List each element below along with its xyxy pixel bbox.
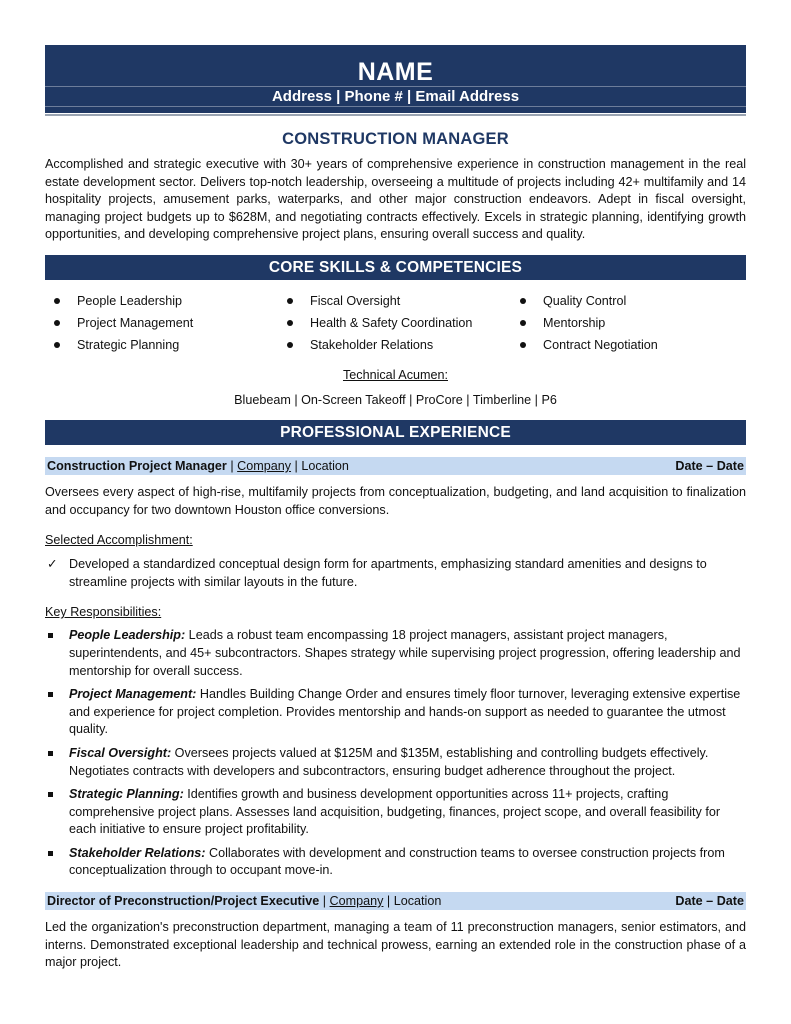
- separator: |: [383, 894, 394, 909]
- skill-item: [511, 312, 744, 334]
- skill-item: [45, 334, 278, 356]
- responsibility-item: [45, 627, 746, 680]
- company-link[interactable]: Company: [329, 894, 384, 909]
- candidate-name: NAME: [357, 58, 434, 86]
- resume-page: [45, 45, 746, 972]
- separator: |: [226, 458, 238, 473]
- separator: |: [291, 458, 302, 473]
- responsibility-text: Leads a robust team encompassing 18 project managers, assistant project managers, superintendents, and 45+ subcontractors. Shapes strategy while supervising project progression, offering leadership and mentorship for overall success.: [69, 628, 741, 678]
- resume-header: [45, 45, 746, 113]
- square-bullet-icon: [48, 792, 53, 797]
- responsibility-item: [45, 845, 746, 880]
- summary-paragraph: Accomplished and strategic executive with 30+ years of comprehensive experience in construction management in the real estate development sector. Delivers top-notch leadership, overseeing a multitude of projects including 42+ multifamily and 14 hospitality projects, amusement parks, waterparks, and other major construction endeavors. Adept in fiscal oversight, managing project budgets up to $628M, and negotiating contracts effectively. Excels in strategic planning, identifying growth opportunities, and developing comprehensive project plans, ensuring overall success and quality.: [45, 157, 746, 242]
- header-divider: [45, 114, 746, 116]
- bullet-icon: [520, 298, 526, 304]
- skill-item: [511, 334, 744, 356]
- contact-line: Address | Phone # | Email Address: [271, 88, 520, 105]
- bullet-icon: [520, 320, 526, 326]
- skill-label: Fiscal Oversight: [310, 293, 401, 308]
- skill-label: Health & Safety Coordination: [310, 315, 473, 330]
- responsibility-title: Stakeholder Relations:: [69, 845, 206, 860]
- bullet-icon: [54, 320, 60, 326]
- job-role: Construction Project Manager: [47, 458, 227, 473]
- square-bullet-icon: [48, 751, 53, 756]
- skill-item: [278, 312, 511, 334]
- responsibility-item: [45, 686, 746, 739]
- job-location: Location: [393, 894, 442, 909]
- skill-item: [45, 312, 278, 334]
- skills-column: [278, 290, 511, 356]
- responsibility-title: People Leadership:: [69, 628, 186, 643]
- job-role: Director of Preconstruction/Project Executive: [47, 894, 320, 909]
- technical-acumen-list: Bluebeam | On-Screen Takeoff | ProCore | Timberline | P6: [234, 392, 557, 407]
- responsibility-title: Strategic Planning:: [69, 787, 184, 802]
- skill-item: [278, 334, 511, 356]
- skill-label: Stakeholder Relations: [310, 337, 434, 352]
- bullet-icon: [287, 320, 293, 326]
- bullet-icon: [54, 342, 60, 348]
- job-dates: Date – Date: [675, 458, 744, 473]
- job-header: [45, 457, 746, 475]
- skill-label: Contract Negotiation: [543, 337, 658, 352]
- job-description: Oversees every aspect of high-rise, multifamily projects from conceptualization, budgeting, and land acquisition to finalization and occupancy for two downtown Houston office conversions.: [45, 484, 746, 517]
- company-link[interactable]: Company: [237, 458, 292, 473]
- job-location: Location: [301, 458, 349, 473]
- job-dates: Date – Date: [675, 894, 744, 909]
- responsibility-text: Handles Building Change Order and ensures timely floor turnover, leveraging extensive expertise and experience for project completion. Provides mentorship and hands-on support as needed to guarantee the utmost quality.: [69, 687, 741, 737]
- skill-item: [511, 290, 744, 312]
- square-bullet-icon: [48, 633, 53, 638]
- square-bullet-icon: [48, 851, 53, 856]
- square-bullet-icon: [48, 692, 53, 697]
- section-heading-experience: PROFESSIONAL EXPERIENCE: [45, 420, 746, 445]
- responsibility-title: Project Management:: [69, 687, 197, 702]
- skills-list: [45, 290, 746, 356]
- responsibility-item: [45, 745, 746, 780]
- header-rule: [45, 86, 746, 87]
- accomplishment-item: [45, 556, 746, 591]
- responsibility-text: Collaborates with development and construction teams to oversee construction projects from conceptualization through to occupant move-in.: [69, 845, 725, 878]
- skills-column: [511, 290, 744, 356]
- job-header: [45, 892, 746, 910]
- technical-acumen-label: Technical Acumen:: [342, 367, 448, 382]
- job-title: CONSTRUCTION MANAGER: [282, 130, 509, 148]
- skill-label: People Leadership: [77, 293, 183, 308]
- bullet-icon: [520, 342, 526, 348]
- header-rule: [45, 106, 746, 107]
- separator: |: [319, 894, 330, 909]
- job-header-left: [47, 457, 349, 475]
- responsibility-item: [45, 786, 746, 839]
- bullet-icon: [54, 298, 60, 304]
- skill-label: Project Management: [77, 315, 194, 330]
- bullet-icon: [287, 298, 293, 304]
- responsibility-title: Fiscal Oversight:: [69, 745, 172, 760]
- skills-column: [45, 290, 278, 356]
- responsibility-text: Oversees projects valued at $125M and $135M, establishing and controlling budgets effectively. Negotiates contracts with developers and subcontractors, ensuring budget adherence throughout the project.: [69, 745, 709, 778]
- section-heading-skills: CORE SKILLS & COMPETENCIES: [45, 255, 746, 280]
- responsibility-text: Identifies growth and business development opportunities across 11+ projects, crafting comprehensive project plans. Assesses land acquisition, budgeting, finances, project scope, and overall feasibility for each initiative to ensure project profitability.: [69, 787, 721, 837]
- accomplishment-text: Developed a standardized conceptual design form for apartments, emphasizing standard amenities and designs to streamline projects with similar layouts in the future.: [69, 557, 707, 589]
- job-description: Led the organization's preconstruction department, managing a team of 11 preconstruction managers, senior estimators, and interns. Demonstrated exceptional leadership and technical prowess, earning an extended role in the construction phase of a major project.: [45, 920, 746, 970]
- skill-label: Quality Control: [543, 293, 627, 308]
- bullet-icon: [287, 342, 293, 348]
- job-header-left: [47, 892, 441, 910]
- skill-item: [45, 290, 278, 312]
- skill-item: [278, 290, 511, 312]
- skill-label: Strategic Planning: [77, 337, 180, 352]
- skill-label: Mentorship: [543, 315, 606, 330]
- accomplishment-label: Selected Accomplishment:: [45, 533, 193, 548]
- responsibilities-label: Key Responsibilities:: [45, 605, 162, 620]
- checkmark-icon: ✓: [47, 557, 58, 572]
